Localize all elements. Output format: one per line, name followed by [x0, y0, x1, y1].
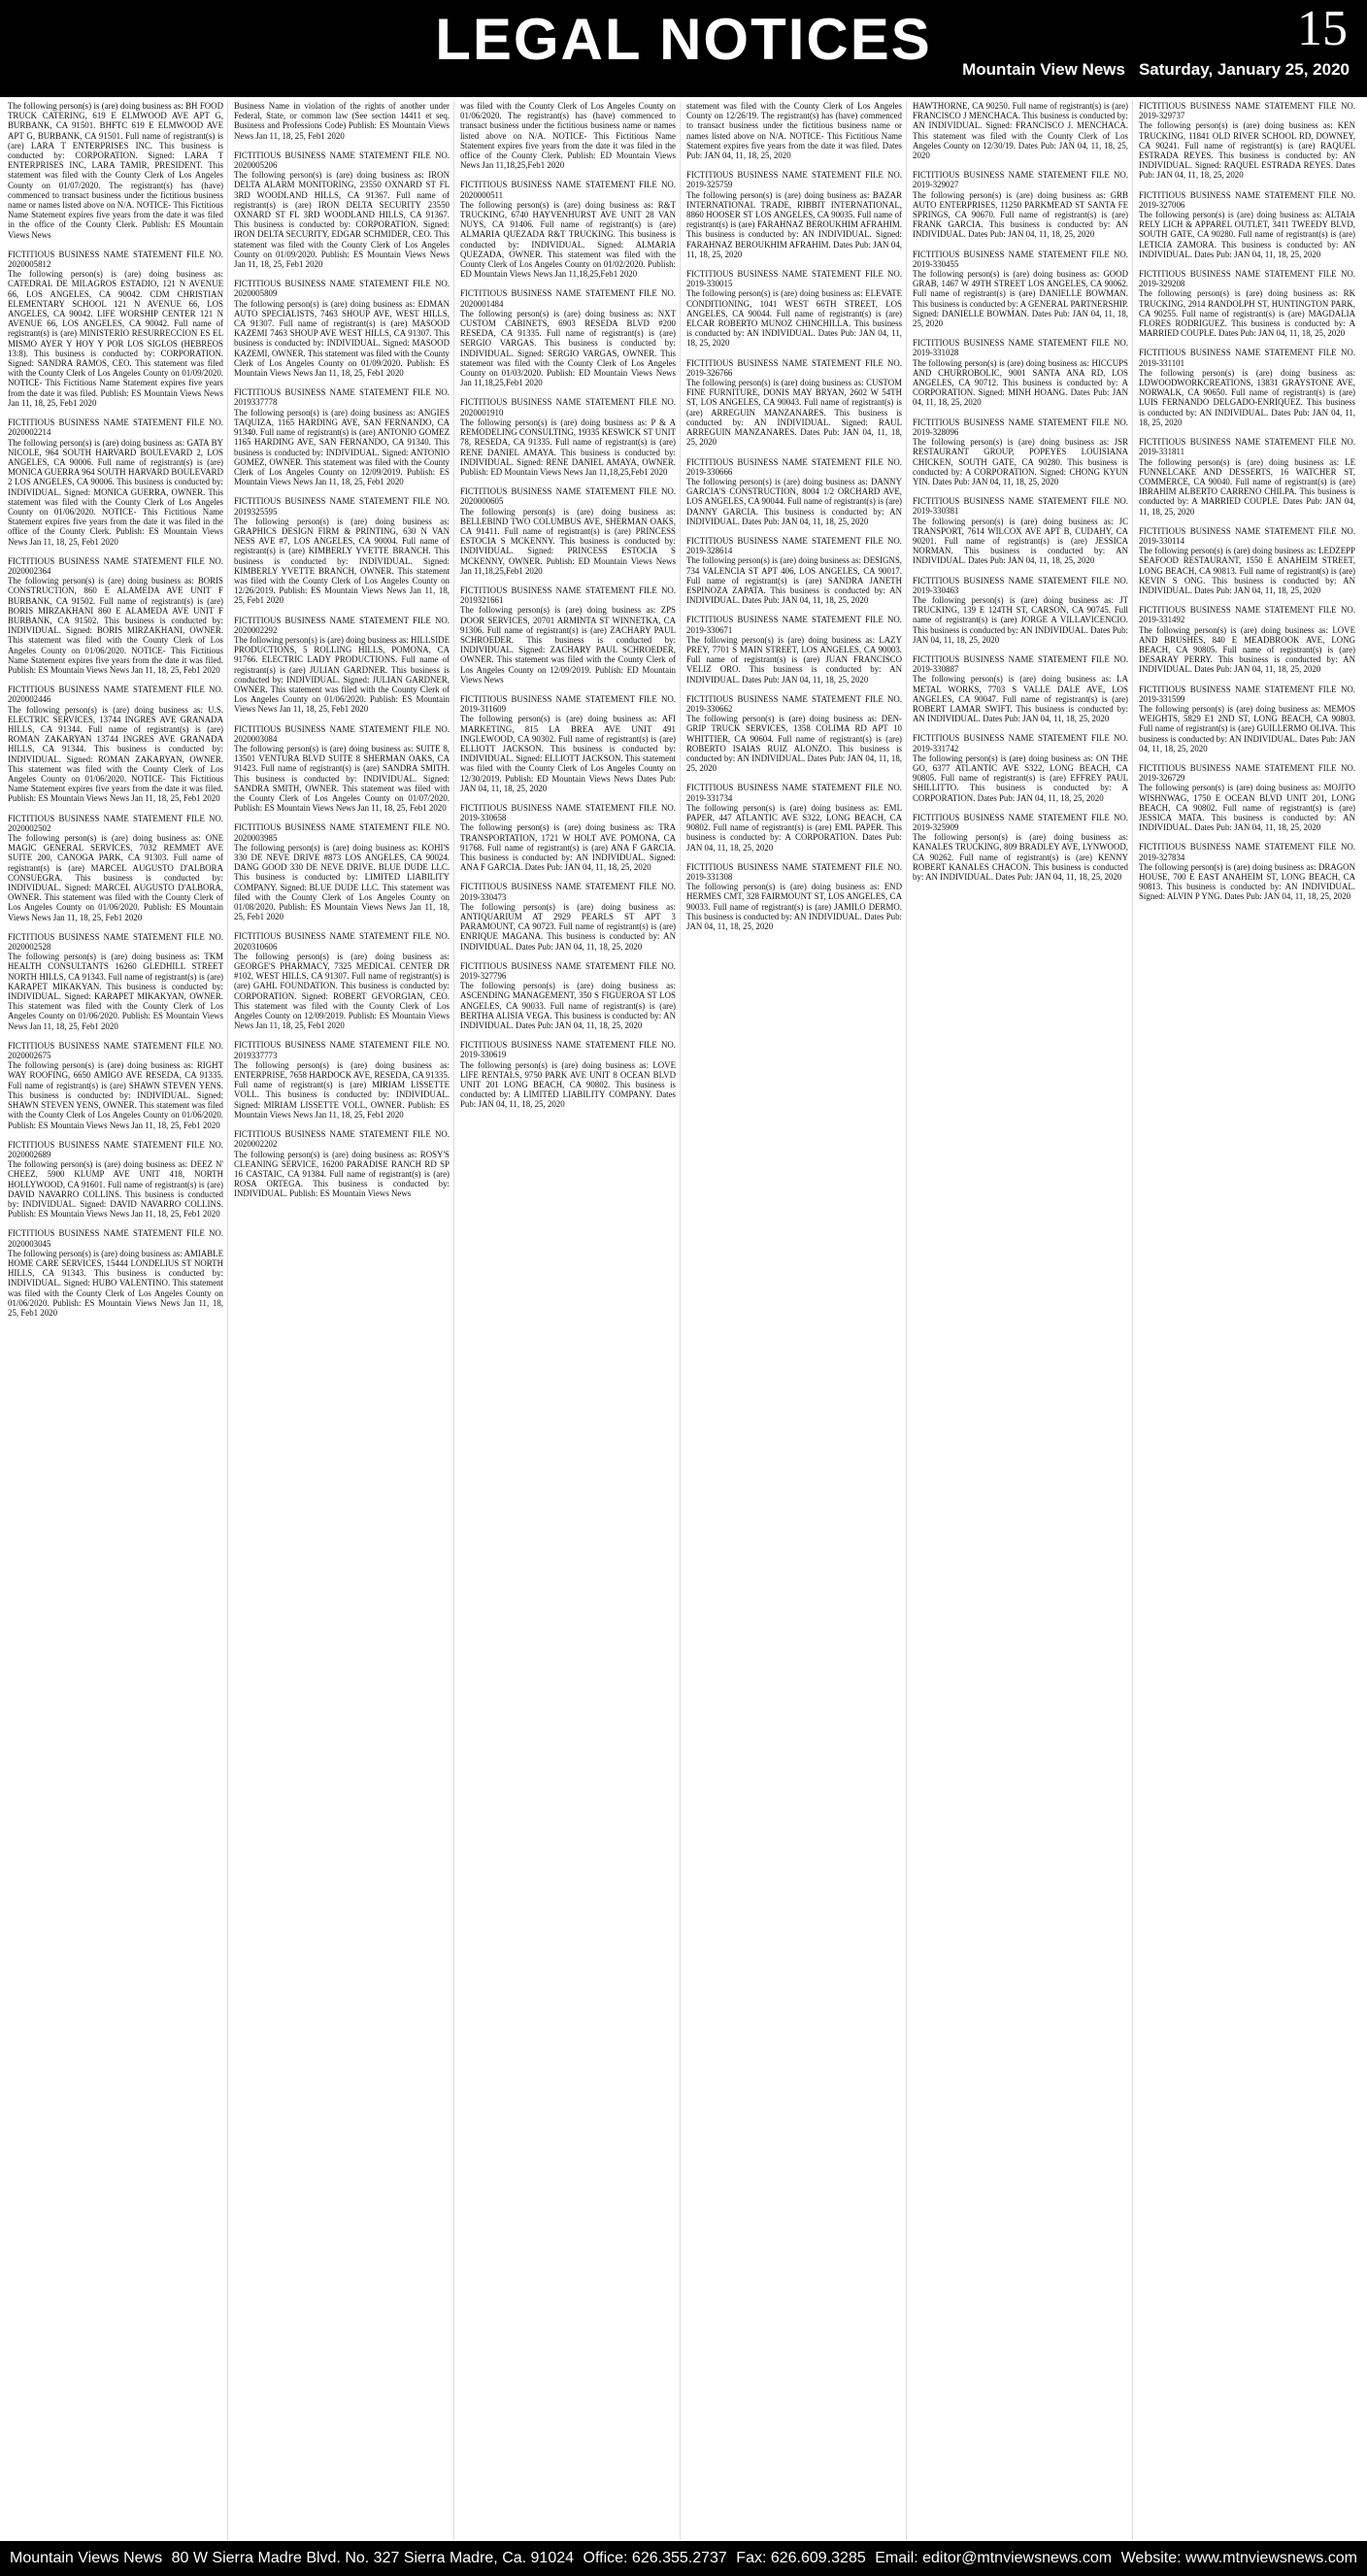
notice-heading: FICTITIOUS BUSINESS NAME STATEMENT FILE NO. 2019-326766	[686, 357, 902, 378]
legal-notice	[913, 338, 1128, 407]
legal-notice	[8, 1228, 223, 1318]
legal-notice	[913, 250, 1128, 329]
legal-notice	[1139, 526, 1355, 595]
legal-notice	[1139, 437, 1355, 517]
masthead-subline	[962, 60, 1350, 80]
legal-notice	[686, 170, 902, 259]
notice-heading: FICTITIOUS BUSINESS NAME STATEMENT FILE NO. 2020003084	[234, 723, 450, 744]
notice-body: The following person(s) is (are) doing business as: ENTERPRISE, 7658 HARDOCK AVE, RESEDA, CA 91335. Full name of registrant(s) is (are) MIRIAM LISSETTE VOLL. This business is conducted by: INDIVIDUAL. Signed: MIRIAM LISSETTE VOLL, OWNER. Publish: ES Mountain Views News Jan 11, 18, 25, Feb1 2020	[234, 1059, 450, 1120]
notice-column	[686, 101, 907, 2540]
notice-heading: FICTITIOUS BUSINESS NAME STATEMENT FILE NO. 2019-331742	[913, 733, 1128, 753]
legal-notice	[913, 733, 1128, 802]
footer-paper: Mountain Views News	[10, 2550, 163, 2566]
notice-body: The following person(s) is (are) doing business as: ROSY'S CLEANING SERVICE, 16200 PARADISE RANCH RD SP 16 CASTAIC, CA 91384. Full name of registrant(s) is (are) ROSA ORTEGA. This business is conducted by: INDIVIDUAL. Publish: ES Mountain Views News	[234, 1149, 450, 1199]
notice-heading: FICTITIOUS BUSINESS NAME STATEMENT FILE NO. 2019-330455	[913, 249, 1128, 269]
page-number: 15	[1297, 1, 1348, 56]
legal-notice	[8, 685, 223, 803]
legal-notice	[234, 1040, 450, 1120]
notice-body: The following person(s) is (are) doing business as: DRAGON HOUSE, 700 E EAST ANAHEIM ST, LONG BEACH, CA 90813. This business is conducted by: AN INDIVIDUAL. Signed: ALVIN P YNG. Dates Pub: JAN 04, 11, 18, 25, 2020	[1139, 861, 1355, 902]
notice-body: The following person(s) is (are) doing business as: ZPS DOOR SERVICES, 20701 ARMINTA ST WINNETKA, CA 91306. Full name of registrant(s) is (are) ZACHARY PAUL SCHROEDER. This business is conducted by: INDIVIDUAL. Signed: ZACHARY PAUL SCHROEDER, OWNER. This statement was filed with the County Clerk of Los Angeles County on 12/09/2019. Publish: ED Mountain Views News	[460, 605, 676, 685]
paper-name: Mountain View News	[962, 60, 1125, 79]
legal-notice	[234, 387, 450, 486]
notice-body: The following person(s) is (are) doing business as: R&T TRUCKING, 6740 HAYVENHURST AVE UNIT 28 VAN NUYS, CA 91406. Full name of registrant(s) is (are) ALMARIA QUEZADA R&T TRUCKING. This business is conducted by: INDIVIDUAL. Signed: ALMARIA QUEZADA, OWNER. This statement was filed with the County Clerk of Los Angeles County on 01/02/2020. Publish: ED Mountain Views News Jan 11,18,25,Feb1 2020	[460, 199, 676, 280]
notice-body: The following person(s) is (are) doing business as: LAZY PREY, 7701 S MAIN STREET, LOS ANGELES, CA 90003. Full name of registrant(s) is (are) JUAN FRANCISCO VELIZ ORO. This business is conducted by: AN INDIVIDUAL. Dates Pub: JAN 04, 11, 18, 25, 2020	[686, 634, 902, 685]
notice-heading: FICTITIOUS BUSINESS NAME STATEMENT FILE NO. 2019-328096	[913, 417, 1128, 437]
legal-notice	[1139, 763, 1355, 832]
issue-date: Saturday, January 25, 2020	[1138, 60, 1350, 79]
notice-body: The following person(s) is (are) doing business as: AMIABLE HOME CARE SERVICES, 15444 LONDELIUS ST NORTH HILLS, CA 91343. This business is conducted by: INDIVIDUAL. Signed: HUBO VALENTINO. This statement was filed with the County Clerk of Los Angeles County on 01/06/2020. Publish: ES Mountain Views News Jan 11, 18, 25, Feb1 2020	[8, 1248, 223, 1318]
notice-column	[1139, 101, 1359, 2540]
notice-body: The following person(s) is (are) doing business as: GEORGE'S PHARMACY, 7325 MEDICAL CENTER DR #102, WEST HILLS, CA 91307. Full name of registrant(s) is (are) GAHL FOUNDATION. This business is conducted by: CORPORATION. Signed: ROBERT GEVORGIAN, CEO. This statement was filed with the County Clerk of Los Angeles County on 12/09/2019. Publish: ES Mountain Views News Jan 11, 18, 25, Feb1 2020	[234, 951, 450, 1031]
section-title: LEGAL NOTICES	[435, 7, 932, 72]
notice-body: The following person(s) is (are) doing business as: DANNY GARCIA'S CONSTRUCTION, 8004 1/2 ORCHARD AVE, LOS ANGELES, CA 90044. Full name of registrant(s) is (are) DANNY GARCIA. This business is conducted by: AN INDIVIDUAL. Dates Pub: JAN 04, 11, 18, 25, 2020	[686, 476, 902, 526]
notice-heading: FICTITIOUS BUSINESS NAME STATEMENT FILE NO. 2019-330114	[1139, 525, 1355, 546]
notice-heading: FICTITIOUS BUSINESS NAME STATEMENT FILE NO. 2020001910	[460, 397, 676, 418]
notice-body: The following person(s) is (are) doing business as: ON THE GO, 6377 ATLANTIC AVE S322, LONG BEACH, CA 90805. Full name of registrant(s) is (are) EFFREY PAUL SHILLITTO. This business is conducted by: A CORPORATION. Dates Pub: JAN 04, 11, 18, 25, 2020	[913, 753, 1128, 803]
notice-heading: FICTITIOUS BUSINESS NAME STATEMENT FILE NO. 2019-330473	[460, 882, 676, 902]
legal-notice	[234, 822, 450, 921]
notice-heading: FICTITIOUS BUSINESS NAME STATEMENT FILE NO. 2020005809	[234, 279, 450, 299]
legal-notice	[1139, 101, 1355, 181]
notice-heading: FICTITIOUS BUSINESS NAME STATEMENT FILE NO. 2019-331811	[1139, 437, 1355, 457]
footer-email: Email: editor@mtnviewsnews.com	[875, 2550, 1113, 2566]
notice-heading: FICTITIOUS BUSINESS NAME STATEMENT FILE NO. 2019-330671	[686, 615, 902, 635]
legal-notice	[1139, 685, 1355, 753]
footer	[0, 2541, 1367, 2576]
legal-notice	[686, 615, 902, 684]
notice-heading: FICTITIOUS BUSINESS NAME STATEMENT FILE NO. 2019-330015	[686, 269, 902, 289]
notice-body: The following person(s) is (are) doing business as: LOVE LIFE RENTALS, 9750 PARK AVE UNIT 8 OCEAN BLVD UNIT 201 LONG BEACH, CA 90802. This business is conducted by: A LIMITED LIABILITY COMPANY. Dates Pub: JAN 04, 11, 18, 25, 2020	[460, 1059, 676, 1110]
notice-body: The following person(s) is (are) doing business as: SUITE 8, 13501 VENTURA BLVD SUITE 8 SHERMAN OAKS, CA 91423. Full name of registrant(s) is (are) SANDRA SMITH. This business is conducted by: INDIVIDUAL. Signed: SANDRA SMITH, OWNER. This statement was filed with the County Clerk of Los Angeles County on 01/07/2020. Publish: ES Mountain Views News Jan 11, 18, 25, Feb1 2020	[234, 743, 450, 814]
notice-body: The following person(s) is (are) doing business as: ONE MAGIC GENERAL SERVICES, 7032 REMMET AVE SUITE 200, CANOGA PARK, CA 91303. Full name of registrant(s) is (are) MARCEL AUGUSTO D'ALBORA CONSUEGRA. This business is conducted by: INDIVIDUAL. Signed: MARCEL AUGUSTO D'ALBORA, OWNER. This statement was filed with the County Clerk of Los Angeles County on 01/06/2020. Publish: ES Mountain Views News Jan 11, 18, 25, Feb1 2020	[8, 833, 223, 922]
notice-body: The following person(s) is (are) doing business as: MOJITO WISHNWAG, 1750 E OCEAN BLVD UNIT 201, LONG BEACH, CA 90802. Full name of registrant(s) is (are) JESSICA MATA. This business is conducted by: AN INDIVIDUAL. Dates Pub: JAN 04, 11, 18, 25, 2020	[1139, 783, 1355, 833]
notice-body: The following person(s) is (are) doing business as: GATA BY NICOLE, 964 SOUTH HARVARD BOULEVARD 2, LOS ANGELES, CA 90006. Full name of registrant(s) is (are) MONICA GUERRA 964 SOUTH HARVARD BOULEVARD 2 LOS ANGELES, CA 90006. This business is conducted by: INDIVIDUAL. Signed: MONICA GUERRA, OWNER. This statement was filed with the County Clerk of Los Angeles County on 01/06/2020. NOTICE- This Fictitious Name Statement expires five years from the date it was filed in the office of the County Clerk. Publish: ES Mountain Views News Jan 11, 18, 25, Feb1 2020	[8, 437, 223, 547]
legal-notice	[234, 616, 450, 715]
notice-body: statement was filed with the County Clerk of Los Angeles County on 12/26/19. The registrant(s) has (have) commenced to transact business under the fictitious business name or names listed above on N/A. NOTICE- This Fictitious Name Statement expires five years from the date it was filed. Dates Pub: JAN 04, 11, 18, 25, 2020	[686, 101, 902, 161]
legal-notice	[1139, 190, 1355, 259]
notice-body: The following person(s) is (are) doing business as: CATEDRAL DE MILAGROS ESTADIO, 121 N AVENUE 66, LOS ANGELES, CA 90042. CDM CHRISTIAN ELEMENTARY SCHOOL 121 N AVENUE 66, LOS ANGELES, CA 90042. LIFE WORSHIP CENTER 121 N AVENUE 66, LOS ANGELES, CA 90042. Full name of registrant(s) is (are) MINISTERIO RESURRECCION ES EL MISMO AYER Y HOY Y POR LOS SIGLOS (HEBREOS 13:8). This business is conducted by: CORPORATION. Signed: SANDRA RAMOS, CEO. This statement was filed with the County Clerk of Los Angeles County on 01/09/2020. NOTICE- This Fictitious Name Statement expires five years from the date it was filed. Publish: ES Mountain Views News Jan 11, 18, 25, Feb1 2020	[8, 269, 223, 408]
notice-column	[913, 101, 1133, 2540]
legal-notice	[460, 803, 676, 872]
notice-heading: FICTITIOUS BUSINESS NAME STATEMENT FILE NO. 2020310606	[234, 931, 450, 952]
notice-body: The following person(s) is (are) doing business as: DEN-GRIP TRUCK SERVICES, 1358 COLIMA RD APT 10 WHITTIER, CA 90604. Full name of registrant(s) is (are) ROBERTO ISAIAS RUIZ ALONZO. This business is conducted by: AN INDIVIDUAL. Dates Pub: JAN 04, 11, 18, 25, 2020	[686, 714, 902, 774]
notice-body: The following person(s) is (are) doing business as: BAZAR INTERNATIONAL TRADE, RIBBIT INTERNATIONAL, 8860 HOOSER ST LOS ANGELES, CA 90035. Full name of registrant(s) is (are) FARAHNAZ BEROUKHIM AFRAHIM. This business is conducted by: AN INDIVIDUAL. Signed: FARAHNAZ BEROUKHIM AFRAHIM. Dates Pub: JAN 04, 11, 18, 25, 2020	[686, 189, 902, 259]
notice-body: The following person(s) is (are) doing business as: P & A REMODELING CONSULTING, 19335 KESWICK ST UNIT 78, RESEDA, CA 91335. Full name of registrant(s) is (are) RENE DANIEL AMAYA. This business is conducted by: INDIVIDUAL. Signed: RENE DANIEL AMAYA, OWNER. Publish: ED Mountain Views News Jan 11,18,25,Feb1 2020	[460, 417, 676, 477]
notice-body: The following person(s) is (are) doing business as: TRA TRANSPORTATION, 1721 W HOLT AVE POMONA, CA 91768. Full name of registrant(s) is (are) ANA F GARCIA. This business is conducted by: AN INDIVIDUAL. Signed: ANA F GARCIA. Dates Pub: JAN 04, 11, 18, 25, 2020	[460, 822, 676, 873]
notice-heading: FICTITIOUS BUSINESS NAME STATEMENT FILE NO. 2019-330658	[460, 803, 676, 823]
notice-heading: FICTITIOUS BUSINESS NAME STATEMENT FILE NO. 2019-330666	[686, 456, 902, 477]
notice-heading: FICTITIOUS BUSINESS NAME STATEMENT FILE NO. 2020003045	[8, 1228, 223, 1249]
notice-heading: FICTITIOUS BUSINESS NAME STATEMENT FILE NO. 2020005206	[234, 150, 450, 171]
legal-notice	[460, 288, 676, 387]
notice-heading: FICTITIOUS BUSINESS NAME STATEMENT FILE NO. 2019-331492	[1139, 605, 1355, 625]
notice-heading: FICTITIOUS BUSINESS NAME STATEMENT FILE NO. 2019337773	[234, 1040, 450, 1060]
notice-body: The following person(s) is (are) doing business as: JC TRANSPORT, 7614 WILCOX AVE APT B, CUDAHY, CA 90201. Full name of registrant(s) is (are) JESSICA NORMAN. This business is conducted by: AN INDIVIDUAL. Dates Pub: JAN 04, 11, 18, 25, 2020	[913, 516, 1128, 566]
legal-notice	[234, 279, 450, 378]
notice-body: The following person(s) is (are) doing business as: IRON DELTA ALARM MONITORING, 23550 OXNARD ST FL 3RD WOODLAND HILLS, CA 91367. Full name of registrant(s) is (are) IRON DELTA SECURITY 23550 OXNARD ST FL 3RD WOODLAND HILLS, CA 91367. This business is conducted by: CORPORATION. Signed: IRON DELTA SECURITY, EDGAR SCHMIDER, CEO. This statement was filed with the County Clerk of Los Angeles County on 01/09/2020. Publish: ES Mountain Views News Jan 11, 18, 25, Feb1 2020	[234, 170, 450, 270]
legal-notice	[234, 931, 450, 1030]
notice-body: The following person(s) is (are) doing business as: JT TRUCKING, 139 E 124TH ST, CARSON, CA 90745. Full name of registrant(s) is (are) JORGE A VILLAVICENCIO. This business is conducted by: AN INDIVIDUAL. Dates Pub: JAN 04, 11, 18, 25, 2020	[913, 594, 1128, 645]
notice-column	[234, 101, 454, 2540]
notice-heading: FICTITIOUS BUSINESS NAME STATEMENT FILE NO. 2020002202	[234, 1129, 450, 1150]
legal-notice	[8, 418, 223, 547]
notice-heading: FICTITIOUS BUSINESS NAME STATEMENT FILE NO. 2020002446	[8, 685, 223, 705]
notice-heading: FICTITIOUS BUSINESS NAME STATEMENT FILE NO. 2020000605	[460, 486, 676, 507]
notice-body: The following person(s) is (are) doing business as: ELEVATE CONDITIONING, 1041 WEST 66TH STREET, LOS ANGELES, CA 90044. Full name of registrant(s) is (are) ELCAR ROBERTO MUNOZ CHINCHILLA. This business is conducted by: AN INDIVIDUAL. Dates Pub: JAN 04, 11, 18, 25, 2020	[686, 288, 902, 349]
legal-notice	[8, 556, 223, 675]
legal-notice	[686, 783, 902, 852]
notice-heading: FICTITIOUS BUSINESS NAME STATEMENT FILE NO. 2020005812	[8, 249, 223, 270]
notice-heading: FICTITIOUS BUSINESS NAME STATEMENT FILE NO. 2020003985	[234, 822, 450, 843]
footer-website: Website: www.mtnviewsnews.com	[1120, 2550, 1357, 2566]
notice-heading: FICTITIOUS BUSINESS NAME STATEMENT FILE NO. 2019-326729	[1139, 762, 1355, 784]
legal-notice	[1139, 269, 1355, 338]
notice-heading: FICTITIOUS BUSINESS NAME STATEMENT FILE NO. 2019-329737	[1139, 101, 1355, 121]
notice-heading: FICTITIOUS BUSINESS NAME STATEMENT FILE NO. 2020001484	[460, 288, 676, 309]
notice-heading: FICTITIOUS BUSINESS NAME STATEMENT FILE NO. 2020002689	[8, 1139, 223, 1159]
notice-body: The following person(s) is (are) doing business as: DESIGNS, 734 VALENCIA ST APT 406, LOS ANGELES, CA 90017. Full name of registrant(s) is (are) SANDRA JANETH ESPINOZA ZAPATA. This business is conducted by: AN INDIVIDUAL. Dates Pub: JAN 04, 11, 18, 25, 2020	[686, 555, 902, 606]
notice-body: The following person(s) is (are) doing business as: LA METAL WORKS, 7703 S VALLE DALE AVE, LOS ANGELES, CA 90047. Full name of registrant(s) is (are) ROBERT LAMAR SWIFT. This business is conducted by: AN INDIVIDUAL. Dates Pub: JAN 04, 11, 18, 25, 2020	[913, 674, 1128, 724]
notice-body: The following person(s) is (are) doing business as: EML PAPER, 447 ATLANTIC AVE S322, LONG BEACH, CA 90802. Full name of registrant(s) is (are) EML PAPER. This business is conducted by: A CORPORATION. Dates Pub: JAN 04, 11, 18, 25, 2020	[686, 802, 902, 853]
legal-notice	[686, 269, 902, 349]
notice-heading: FICTITIOUS BUSINESS NAME STATEMENT FILE NO. 2019-328614	[686, 535, 902, 556]
legal-notice	[460, 882, 676, 951]
notice-body: The following person(s) is (are) doing business as: MEMOS WEIGHTS, 5829 E1 2ND ST, LONG BEACH, CA 90803. Full name of registrant(s) is (are) GUILLERMO OLIVA. This business is conducted by: AN INDIVIDUAL. Dates Pub: JAN 04, 11, 18, 25, 2020	[1139, 703, 1355, 753]
notice-body: The following person(s) is (are) doing business as: EDMAN AUTO SPECIALISTS, 7463 SHOUP AVE, WEST HILLS, CA 91307. Full name of registrant(s) is (are) MASOOD KAZEMI 7463 SHOUP AVE WEST HILLS, CA 91307. This business is conducted by: INDIVIDUAL. Signed: MASOOD KAZEMI, OWNER. This statement was filed with the County Clerk of Los Angeles County on 01/09/2020. Publish: ES Mountain Views News Jan 11, 18, 25, Feb1 2020	[234, 298, 450, 379]
legal-notice	[460, 180, 676, 279]
notices-columns	[8, 101, 1359, 2540]
legal-notice	[686, 862, 902, 931]
legal-notice	[686, 101, 902, 160]
notice-heading: FICTITIOUS BUSINESS NAME STATEMENT FILE NO. 2019337778	[234, 387, 450, 408]
notice-heading: FICTITIOUS BUSINESS NAME STATEMENT FILE NO. 2019-330463	[913, 575, 1128, 595]
notice-body: The following person(s) is (are) doing business as: RIGHT WAY ROOFING, 6650 AMIGO AVE RESEDA, CA 91335. Full name of registrant(s) is (are) SHAWN STEVEN YENS. This business is conducted by: INDIVIDUAL. Signed: SHAWN STEVEN YENS, OWNER. This statement was filed with the County Clerk of Los Angeles County on 01/06/2020. Publish: ES Mountain Views News Jan 11, 18, 25, Feb1 2020	[8, 1060, 223, 1130]
legal-notice	[913, 496, 1128, 565]
notice-column	[460, 101, 681, 2540]
notice-heading: FICTITIOUS BUSINESS NAME STATEMENT FILE NO. 2020002364	[8, 555, 223, 576]
legal-notice	[234, 724, 450, 814]
notice-body: The following person(s) is (are) doing business as: KEN TRUCKING, 11841 OLD RIVER SCHOOL RD, DOWNEY, CA 90241. Full name of registrant(s) is (are) RAQUEL ESTRADA REYES. This business is conducted by: AN INDIVIDUAL. Signed: RAQUEL ESTRADA REYES. Dates Pub: JAN 04, 11, 18, 25, 2020	[1139, 120, 1355, 181]
legal-notice	[1139, 348, 1355, 427]
notice-body: The following person(s) is (are) doing business as: HICCUPS AND CHURROBOLIC, 9001 SANTA ANA RD, LOS ANGELES, CA 90712. This business is conducted by: A CORPORATION. Signed: MINH HOANG. Dates Pub: JAN 04, 11, 18, 25, 2020	[913, 357, 1128, 408]
legal-notice	[460, 397, 676, 477]
masthead	[0, 0, 1367, 97]
notice-heading: FICTITIOUS BUSINESS NAME STATEMENT FILE NO. 2019-330662	[686, 693, 902, 714]
notice-body: The following person(s) is (are) doing business as: ANGIES TAQUIZA, 1165 HARDING AVE, SAN FERNANDO, CA 91340. Full name of registrant(s) is (are) ANTONIO GOMEZ 1165 HARDING AVE, SAN FERNANDO, CA 91340. This business is conducted by: INDIVIDUAL. Signed: ANTONIO GOMEZ, OWNER. This statement was filed with the County Clerk of Los Angeles County on 12/09/2019. Publish: ES Mountain Views News Jan 11, 18, 25, Feb1 2020	[234, 407, 450, 487]
notice-body: The following person(s) is (are) doing business as: ALTAIA RELY LICH & APPAREL OUTLET, 3411 TWEEDY BLVD, SOUTH GATE, CA 90280. Full name of registrant(s) is (are) LETICIA ZAMORA. This business is conducted by: AN INDIVIDUAL. Dates Pub: JAN 04, 11, 18, 25, 2020	[1139, 210, 1355, 259]
notice-heading: FICTITIOUS BUSINESS NAME STATEMENT FILE NO. 2019-327796	[460, 960, 676, 982]
notice-heading: FICTITIOUS BUSINESS NAME STATEMENT FILE NO. 2019-329208	[1139, 269, 1355, 289]
notice-body: The following person(s) is (are) doing business as: LE FUNNELCAKE AND DESSERTS, 16 WATCHER ST, COMMERCE, CA 90040. Full name of registrant(s) is (are) IBRAHIM ALBERTO CARRENO CHILPA. This business is conducted by: A MARRIED COUPLE. Dates Pub: JAN 04, 11, 18, 25, 2020	[1139, 456, 1355, 517]
notice-heading: FICTITIOUS BUSINESS NAME STATEMENT FILE NO. 2020002502	[8, 813, 223, 833]
legal-notice	[913, 418, 1128, 486]
notice-body: The following person(s) is (are) doing business as: KANALES TRUCKING, 809 BRADLEY AVE, LYNWOOD, CA 90262. Full name of registrant(s) is (are) KENNY ROBERT KANALES CHACON. This business is conducted by: AN INDIVIDUAL. Dates Pub: JAN 04, 11, 18, 25, 2020	[913, 832, 1128, 883]
legal-notice	[913, 576, 1128, 645]
notice-body: The following person(s) is (are) doing business as: LDWOODWORKCREATIONS, 13831 GRAYSTONE AVE, NORWALK, CA 90650. Full name of registrant(s) is (are) LUIS FERNANDO DELGADO-ENRIQUEZ. This business is conducted by: AN INDIVIDUAL. Dates Pub: JAN 04, 11, 18, 25, 2020	[1139, 367, 1355, 427]
legal-notice	[686, 536, 902, 605]
legal-notice	[913, 654, 1128, 723]
legal-notice	[234, 101, 450, 141]
notice-heading: FICTITIOUS BUSINESS NAME STATEMENT FILE NO. 2019-331734	[686, 783, 902, 803]
notice-heading: FICTITIOUS BUSINESS NAME STATEMENT FILE NO. 2019-325759	[686, 170, 902, 190]
legal-notice	[913, 170, 1128, 239]
notice-heading: FICTITIOUS BUSINESS NAME STATEMENT FILE NO. 2019-331308	[686, 861, 902, 883]
notice-heading: FICTITIOUS BUSINESS NAME STATEMENT FILE NO. 2019-331101	[1139, 348, 1355, 368]
legal-notice	[460, 486, 676, 576]
notice-body: The following person(s) is (are) doing business as: END HERMES CMT, 328 FAIRMOUNT ST, LOS ANGELES, CA 90033. Full name of registrant(s) is (are) JAMILO DERMO. This business is conducted by: AN INDIVIDUAL. Dates Pub: JAN 04, 11, 18, 25, 2020	[686, 882, 902, 932]
notice-body: The following person(s) is (are) doing business as: TKM HEALTH CONSULTANTS 16260 GLEDHILL STREET NORTH HILLS, CA 91343. Full name of registrant(s) is (are) KARAPET MIKAKYAN. This business is conducted by: INDIVIDUAL. Signed: KARAPET MIKAKYAN, OWNER. This statement was filed with the County Clerk of Los Angeles County on 01/06/2020. Publish: ES Mountain Views News Jan 11, 18, 25, Feb1 2020	[8, 952, 223, 1031]
footer-office-phone: Office: 626.355.2737	[583, 2550, 727, 2566]
notice-column	[8, 101, 228, 2540]
legal-notice	[8, 1140, 223, 1220]
legal-notice	[460, 961, 676, 1030]
notice-heading: FICTITIOUS BUSINESS NAME STATEMENT FILE NO. 2019321661	[460, 585, 676, 606]
notice-heading: FICTITIOUS BUSINESS NAME STATEMENT FILE NO. 2019-311609	[460, 693, 676, 715]
legal-notice	[460, 101, 676, 170]
notice-body: The following person(s) is (are) doing business as: HILLSIDE PRODUCTIONS, 5 ROLLING HILLS, POMONA, CA 91766. ELECTRIC LADY PRODUCTIONS. Full name of registrant(s) is (are) JULIAN GARDNER. This business is conducted by: INDIVIDUAL. Signed: JULIAN GARDNER, OWNER. This statement was filed with the County Clerk of Los Angeles County on 01/06/2020. Publish: ES Mountain Views News Jan 11, 18, 25, Feb1 2020	[234, 634, 450, 715]
legal-notice	[234, 151, 450, 269]
legal-notice	[234, 496, 450, 605]
legal-notice	[686, 358, 902, 448]
legal-notice	[234, 1129, 450, 1198]
footer-address: 80 W Sierra Madre Blvd. No. 327 Sierra Madre, Ca. 91024	[171, 2550, 575, 2566]
notice-body: The following person(s) is (are) doing business as: LOVE AND BRUSHES, 840 E MEADBROOK AVE, LONG BEACH, CA 90805. Full name of registrant(s) is (are) DESARAY PERRY. This business is conducted by: AN INDIVIDUAL. Dates Pub: JAN 04, 11, 18, 25, 2020	[1139, 624, 1355, 675]
footer-fax: Fax: 626.609.3285	[736, 2550, 866, 2566]
notice-body: Business Name in violation of the rights of another under Federal, State, or common law (See section 14411 et seq. Business and Professions Code) Publish: ES Mountain Views News Jan 11, 18, 25, Feb1 2020	[234, 101, 450, 141]
notice-heading: FICTITIOUS BUSINESS NAME STATEMENT FILE NO. 2019-331028	[913, 338, 1128, 358]
notice-body: The following person(s) is (are) doing business as: BORIS CONSTRUCTION, 860 E ALAMEDA AVE UNIT F BURBANK, CA 91502. Full name of registrant(s) is (are) BORIS MIRZAKHANI 860 E ALAMEDA AVE UNIT F BURBANK, CA 91502. This business is conducted by: INDIVIDUAL. Signed: BORIS MIRZAKHANI, OWNER. This statement was filed with the County Clerk of Los Angeles County on 01/06/2020. NOTICE- This Fictitious Name Statement expires five years from the date it was filed. Publish: ES Mountain Views News Jan 11, 18, 25, Feb1 2020	[8, 576, 223, 675]
notice-body: The following person(s) is (are) doing business as: DEEZ N' CHEEZ, 5900 KLUMP AVE UNIT 418, NORTH HOLLYWOOD, CA 91601. Full name of registrant(s) is (are) DAVID NAVARRO COLLINS. This business is conducted by: INDIVIDUAL. Signed: DAVID NAVARRO COLLINS. Publish: ES Mountain Views News Jan 11, 18, 25, Feb1 2020	[8, 1159, 223, 1220]
notice-heading: FICTITIOUS BUSINESS NAME STATEMENT FILE NO. 2019-327834	[1139, 842, 1355, 862]
notice-body: The following person(s) is (are) doing business as: GOOD GRAB, 1467 W 49TH STREET LOS ANGELES, CA 90062. Full name of registrant(s) is (are) DANIELLE BOWMAN. This business is conducted by: A GENERAL PARTNERSHIP. Signed: DANIELLE BOWMAN. Dates Pub: JAN 04, 11, 18, 25, 2020	[913, 269, 1128, 329]
notice-body: The following person(s) is (are) doing business as: U.S. ELECTRIC SERVICES, 13744 INGRES AVE GRANADA HILLS, CA 91344. Full name of registrant(s) is (are) ROMAN ZAKARYAN 13744 INGRES AVE GRANADA HILLS, CA 91344. This business is conducted by: INDIVIDUAL. Signed: ROMAN ZAKARYAN, OWNER. This statement was filed with the County Clerk of Los Angeles County on 01/06/2020. NOTICE- This Fictitious Name Statement expires five years from the date it was filed. Publish: ES Mountain Views News Jan 11, 18, 25, Feb1 2020	[8, 704, 223, 804]
notice-heading: FICTITIOUS BUSINESS NAME STATEMENT FILE NO. 2020002214	[8, 418, 223, 438]
notice-heading: FICTITIOUS BUSINESS NAME STATEMENT FILE NO. 2019-330887	[913, 653, 1128, 675]
legal-notice	[913, 101, 1128, 160]
legal-notice	[686, 694, 902, 774]
notice-heading: FICTITIOUS BUSINESS NAME STATEMENT FILE NO. 2019325595	[234, 496, 450, 517]
notice-heading: FICTITIOUS BUSINESS NAME STATEMENT FILE NO. 2019-329027	[913, 170, 1128, 190]
legal-notice	[1139, 605, 1355, 674]
notice-body: The following person(s) is (are) doing business as: GRAPHICS DESIGN FIRM & PRINTING, 630 N VAN NESS AVE #7, LOS ANGELES, CA 90004. Full name of registrant(s) is (are) KIMBERLY YVETTE BRANCH. This business is conducted by: INDIVIDUAL. Signed: KIMBERLY YVETTE BRANCH, OWNER. This statement was filed with the County Clerk of Los Angeles County on 12/26/2019. Publish: ES Mountain Views News Jan 11, 18, 25, Feb1 2020	[234, 516, 450, 606]
legal-notice	[460, 1040, 676, 1109]
notice-body: The following person(s) is (are) doing business as: JSR RESTAURANT GROUP, POPEYES LOUISIANA CHICKEN, SOUTH GATE, CA 90280. This business is conducted by: A CORPORATION. Signed: CHONG KYUN YIN. Dates Pub: JAN 04, 11, 18, 25, 2020	[913, 437, 1128, 486]
notice-body: was filed with the County Clerk of Los Angeles County on 01/06/2020. The registrant(s) has (have) commenced to transact business under the fictitious business name or names listed above on N/A. NOTICE- This Fictitious Name Statement expires five years from the date it was filed in the office of the County Clerk. Publish: ED Mountain Views News Jan 11,18,25,Feb1 2020	[460, 101, 676, 171]
legal-notice	[1139, 842, 1355, 901]
legal-notice	[8, 1041, 223, 1130]
legal-notice	[460, 694, 676, 793]
notice-heading: FICTITIOUS BUSINESS NAME STATEMENT FILE NO. 2019-331599	[1139, 684, 1355, 704]
notice-body: The following person(s) is (are) doing business as: AFI MARKETING, 815 LA BREA AVE UNIT 491 INGLEWOOD, CA 90302. Full name of registrant(s) is (are) ELLIOTT JACKSON. This business is conducted by: INDIVIDUAL. Signed: ELLIOTT JACKSON. This statement was filed with the County Clerk of Los Angeles County on 12/30/2019. Publish: ED Mountain Views News Dates Pub: JAN 04, 11, 18, 25, 2020	[460, 714, 676, 793]
legal-notice	[8, 101, 223, 240]
notice-body: The following person(s) is (are) doing business as: KOHI'S 330 DE NEVE DRIVE #873 LOS ANGELES, CA 90024. DANG GOOD 330 DE NEVE DRIVE. BLUE DUDE LLC. This business is conducted by: LIMITED LIABILITY COMPANY. Signed: BLUE DUDE LLC. This statement was filed with the County Clerk of Los Angeles County on 01/08/2020. Publish: ES Mountain Views News Jan 11, 18, 25, Feb1 2020	[234, 842, 450, 922]
notice-heading: FICTITIOUS BUSINESS NAME STATEMENT FILE NO. 2020002675	[8, 1040, 223, 1061]
legal-notice	[460, 585, 676, 685]
notice-heading: FICTITIOUS BUSINESS NAME STATEMENT FILE NO. 2020002292	[234, 615, 450, 635]
notice-heading: FICTITIOUS BUSINESS NAME STATEMENT FILE NO. 2019-325909	[913, 812, 1128, 832]
notice-body: The following person(s) is (are) doing business as: GRB AUTO ENTERPRISES, 11250 PARKMEAD ST SANTA FE SPRINGS, CA 90670. Full name of registrant(s) is (are) FRANK GARCIA. This business is conducted by: AN INDIVIDUAL. Dates Pub: JAN 04, 11, 18, 25, 2020	[913, 189, 1128, 240]
notice-heading: FICTITIOUS BUSINESS NAME STATEMENT FILE NO. 2019-327006	[1139, 189, 1355, 210]
notice-body: The following person(s) is (are) doing business as: ANTIQUARIUM AT 2929 PEARLS ST APT 3 PARAMOUNT, CA 90723. Full name of registrant(s) is (are) ENRIQUE MAGANA. This business is conducted by: AN INDIVIDUAL. Dates Pub: JAN 04, 11, 18, 25, 2020	[460, 901, 676, 952]
notice-body: The following person(s) is (are) doing business as: LEDZEPP SEAFOOD RESTAURANT, 1550 E ANAHEIM STREET, LONG BEACH, CA 90813. Full name of registrant(s) is (are) KEVIN S ONG. This business is conducted by: AN INDIVIDUAL. Dates Pub: JAN 04, 11, 18, 25, 2020	[1139, 546, 1355, 595]
notice-heading: FICTITIOUS BUSINESS NAME STATEMENT FILE NO. 2020002528	[8, 931, 223, 953]
notice-body: The following person(s) is (are) doing business as: BELLEBIND TWO COLUMBUS AVE, SHERMAN OAKS, CA 91411. Full name of registrant(s) is (are) PRINCESS ESTOCIA S MCKENNY. This business is conducted by: INDIVIDUAL. Signed: PRINCESS ESTOCIA S MCKENNY, OWNER. Publish: ED Mountain Views News Jan 11,18,25,Feb1 2020	[460, 506, 676, 576]
legal-notice	[8, 932, 223, 1031]
legal-notice	[8, 250, 223, 408]
notice-body: The following person(s) is (are) doing business as: NXT CUSTOM CABINETS, 6903 RESEDA BLVD #200 RESEDA, CA 91335. Full name of registrant(s) is (are) SERGIO VARGAS. This business is conducted by: INDIVIDUAL. Signed: SERGIO VARGAS, OWNER. This statement was filed with the County Clerk of Los Angeles County on 01/03/2020. Publish: ED Mountain Views News Jan 11,18,25,Feb1 2020	[460, 308, 676, 388]
notice-body: HAWTHORNE, CA 90250. Full name of registrant(s) is (are) FRANCISCO J MENCHACA. This business is conducted by: AN INDIVIDUAL. Signed: FRANCISCO J. MENCHACA. This statement was filed with the County Clerk of Los Angeles County on 12/30/19. Dates Pub: JAN 04, 11, 18, 25, 2020	[913, 101, 1128, 161]
legal-notice	[8, 814, 223, 922]
notice-body: The following person(s) is (are) doing business as: BH FOOD TRUCK CATERING, 619 E ELMWOOD AVE APT G, BURBANK, CA 91501. BHFTC 619 E ELMWOOD AVE APT G, BURBANK, CA 91501. Full name of registrant(s) is (are) LARA T ENTERPRISES INC. This business is conducted by: CORPORATION. Signed: LARA T ENTERPRISES INC, LARA TAMIR, PRESIDENT. This statement was filed with the County Clerk of Los Angeles County on 01/07/2020. The registrant(s) has (have) commenced to transact business under the fictitious business name or names listed above on N/A. NOTICE- This Fictitious Name Statement expires five years from the date it was filed in the office of the County Clerk. Publish: ES Mountain Views News	[8, 101, 223, 240]
notice-body: The following person(s) is (are) doing business as: CUSTOM FINE FURNITURE, DONIS MAY BRYAN, 2602 W 54TH ST, LOS ANGELES, CA 90043. Full name of registrant(s) is (are) ARREGUIN MANZANARES. This business is conducted by: AN INDIVIDUAL. Signed: RAUL ARREGUIN MANZANARES. Dates Pub: JAN 04, 11, 18, 25, 2020	[686, 378, 902, 448]
notice-heading: FICTITIOUS BUSINESS NAME STATEMENT FILE NO. 2020000511	[460, 180, 676, 200]
notice-body: The following person(s) is (are) doing business as: ASCENDING MANAGEMENT, 350 S FIGUEROA ST LOS ANGELES, CA 90033. Full name of registrant(s) is (are) BERTHA ALISIA VEGA. This business is conducted by: AN INDIVIDUAL. Dates Pub: JAN 04, 11, 18, 25, 2020	[460, 981, 676, 1031]
legal-notice	[686, 457, 902, 526]
notice-heading: FICTITIOUS BUSINESS NAME STATEMENT FILE NO. 2019-330381	[913, 496, 1128, 517]
legal-notice	[913, 813, 1128, 882]
notice-heading: FICTITIOUS BUSINESS NAME STATEMENT FILE NO. 2019-330619	[460, 1040, 676, 1060]
notice-body: The following person(s) is (are) doing business as: RK TRUCKING, 2914 RANDOLPH ST, HUNTINGTON PARK, CA 90255. Full name of registrant(s) is (are) MAGDALIA FLORES RODRIGUEZ. This business is conducted by: A MARRIED COUPLE. Dates Pub: JAN 04, 11, 18, 25, 2020	[1139, 288, 1355, 339]
